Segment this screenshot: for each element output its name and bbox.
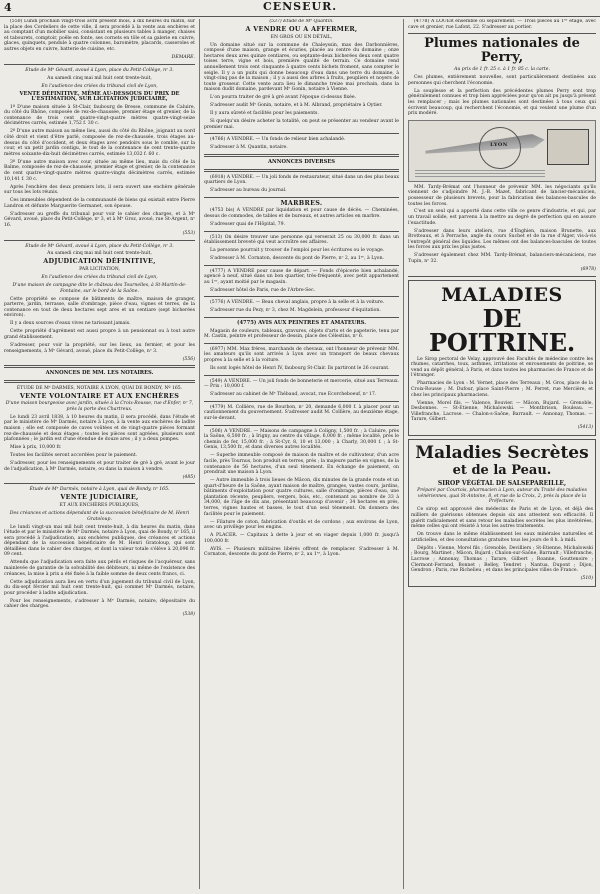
separator xyxy=(204,401,399,402)
separator xyxy=(408,276,596,277)
notice-text: S'adresser hôtel de Paris, rue de l'Arbre-Sec. xyxy=(210,287,316,293)
advert-text: S'adresser dans leurs ateliers, rue d'Enghien, maison Brunette, aux Brotteaux, et à Perrache, angle du cours Suchet et de la rue d'Alger, vis-à-vis l'entrepôt général des liquides. Les mêmes ont des balances-bascules de toutes les forces aux prix les plus justes. xyxy=(408,228,596,251)
advert-text: S'adresser également chez MM. Tardy-Brémat, balanciers-mécaniciens, rue Tupin, nᵒ 32. xyxy=(408,253,596,265)
advert-text: MM. Tardy-Brémat ont l'honneur de prévenir MM. les négociants qu'ils viennent de s'adjoindre M. J.-B. Mazet, fabricant de lancier-mécanicien, possesseur de plusieurs brevets, pour la fabrication des balances-bascules de toutes les forces. xyxy=(408,184,596,207)
notice-subtitle: ET AUX ENCHÈRES PUBLIQUES, xyxy=(59,502,140,508)
notice-date: Au samedi cinq mai mil huit cent trente-huit, xyxy=(47,251,152,257)
separator xyxy=(204,133,399,134)
separator xyxy=(204,231,399,232)
advert-title: MALADIES xyxy=(441,283,563,306)
advert-box-poitrine xyxy=(408,280,596,437)
notice-text: Un domaine situé sur la commune de Chaleyssin, mas des Darbonnières, composé d'une maison, grange et écuries, placée au centre du domaine ; onze hectares deux ares quinze centiares, ou septante-deux bicherées deux cent quatre toises terre, vigne et bois, première qualité de terrain. Ce domaine rend annuellement trois cent cinquante à quatre cents bichets froment, sans compter le seigle. Il y a un puits qui donne beaucoup d'eau dans une terre du domaine, à vingt-cinq pas de la maison ; il y a aussi des arbres à fruits, peupliers et noyers de toute grosseur. Cette vente aura lieu le dimanche treize mai prochain, dans la maison dudit domaine, pardevant Mᵉ Gonin, notaire à Vienne. xyxy=(204,42,399,93)
masthead: CENSEUR. xyxy=(262,0,338,13)
notice-text: (4766) A VENDRE. — Un fonds de relieur bien achalandé. xyxy=(210,137,346,143)
notice-subtitle: PAR LICITATION, xyxy=(79,267,120,273)
scale-engraving xyxy=(408,120,596,182)
separator xyxy=(408,33,596,34)
advert-title: Maladies Secrètes xyxy=(415,443,589,464)
advert-text: C'est un seul qui a apporté dans cette ville ce genre d'industrie, et qui, par un travail solide, est parvenu à la mettre au degré de perfection qui en assure l'exactitude. xyxy=(408,209,596,226)
notice-text: 2º D'une autre maison au même lieu, aussi du côté du Rhône, joignant au nord côté droit et vient d'être parlé, composée de rez-de-chaussée, trois étages au-dessus du côté d'occident, et deux étages avec pendoirs sous le comble, sur la cour, et un petit jardin contigu, le tout de la contenance de cent trente-quatre mètres soixante-dix-huit décimètres carrés, estimée 13,032 f. 60 c. xyxy=(4,129,195,157)
advert-text: Ces plumes, entièrement nouvelles, sont particulièrement destinées aux personnes qui cherchent l'économie. xyxy=(408,75,596,86)
advert-title: Plumes nationales de Perry, xyxy=(424,36,580,66)
page-header xyxy=(0,0,600,17)
notice-number: (485) xyxy=(182,474,195,480)
separator xyxy=(4,380,195,383)
separator xyxy=(204,169,399,172)
notice-subtitle: EN GROS OU EN DÉTAIL, xyxy=(270,34,333,40)
notice-text: (506) A VENDRE. — Maisons de campagne à Coligny, 1,500 fr. ; à Caluire, près la Saône, 6,500 fr. ; à Irigny, au centre du village, 6,000 fr. ; même localité, près le chemin de fer, 15,000 fr. ; à St-Cyr, 8, 10 et 13,000 ; à Charly, 30,000 f. ; à St-Genis, 13,500 fr., et dans diverses autres localités. xyxy=(204,428,399,451)
notice-text: A PLACER. — Capitaux à dette à jour et en viager depuis 1,000 fr. jusqu'à 100,000 fr. xyxy=(204,533,399,544)
separator xyxy=(204,343,399,344)
notice-title: VENTE JUDICIAIRE, xyxy=(60,493,139,502)
separator xyxy=(204,425,399,426)
separator xyxy=(204,197,399,198)
notice-text: (5776) A VENDRE. — Beau cheval anglais, propre à la selle et à la voiture. xyxy=(210,300,385,306)
notice-text: (549) A VENDRE. — Un joli fonds de bonneterie et mercerie, situé aux Terreaux. — Prix : 10,000 f. xyxy=(204,378,399,390)
advert-text: Ce sirop est approuvé des médecins de Paris et de Lyon, et déjà des milliers de guérisons obtenues depuis six ans attestent son efficacité. Il guérit radicalement et sans retour les maladies secrètes les plus invétérées, même celles qui ont résisté à tous les autres traitements. xyxy=(411,507,593,530)
separator xyxy=(204,375,399,376)
notice-title: VENTE DÉFINITIVE, MÊME AU-DESSOUS DU PRIX DE L'ESTIMATION, SUR LICITATION JUDICIAIRE, xyxy=(19,90,180,103)
notice-date: Au samedi cinq mai mil huit cent trente-huit, xyxy=(47,75,152,81)
notice-title: VENTE VOLONTAIRE ET AUX ENCHÈRES xyxy=(19,391,180,400)
notice-text: S'adresser au cabinet de Mᵉ Thébaud, avocat, rue Ecorcheboeuf, nᵒ 17. xyxy=(210,392,377,398)
engraving-lines xyxy=(415,176,545,177)
notice-text: — Filature de coton, fabrication d'outils et de cordons ; aux environs de Lyon, avec un privilège pour les engins. xyxy=(204,519,399,531)
notice-venue: D'une maison bourgeoise avec jardin, située à la Croix-Rousse, rue d'Enfer, nᵒ 7, près la porte des Chartreux. xyxy=(5,401,194,412)
notice-text: 3º D'une autre maison avec cour, située au même lieu, mais du côté de la Balme, composée de rez-de-chaussée, premier étage et grenier, de la contenance de cent quatre-vingt-quatre mètres quatre-vingts décimètres carrés, estimée 10,141 f. 30 c. xyxy=(4,159,195,182)
advert-text: Le Sirop pectoral de Velay, approuvé des Facultés de médecine contre les rhumes, catarrhes, toux, asthmes, irritations et enrouements de poitrine, se vend au dépôt général, à Paris, et dans toutes les pharmacies de France et de l'étranger. xyxy=(411,356,593,379)
notice-title: ADJUDICATION DÉFINITIVE, xyxy=(43,257,156,266)
advert-list: Vienne, Morel fils. — Valence, Bouvier. — Mâcon, Bujard. — Grenoble, Desbonnes. — St-Etienne, Michalowski. — Montbrison, Bouleau. — Villefranche, Lacrose. — Chalon-s-Saône, Barrault. — Annonay, Thomas. — Tarare, Gilbert. xyxy=(411,400,593,423)
advert-box-maladies xyxy=(408,439,596,587)
notice-text: La personne pourrait y trouver de l'emploi pour les écritures ou le voyage. xyxy=(210,248,385,254)
advert-text: Dépôts : Vienne, Morel fils ; Grenoble, Devilliers ; St-Etienne, Michalowski ; Bourg, Martinet ; Mâcon, Bujard ; Chalon-sur-Saône, Barrault ; Villefranche, Lacrose ; Annonay, Thomas ; Tarare, Gilbert ; Roanne, Gouttenoire ; Clermont-Ferrand, Bonnet ; Belley, Tendret ; Nantua, Dupont ; Dijon, Gendron ; Paris, rue Richelieu ; et dans les principales villes de France. xyxy=(411,545,593,574)
balance-scale-icon xyxy=(547,129,589,165)
advert-subtitle: Au prix de 1 fr. 25 c. à 1 fr. 85 c. la carte. xyxy=(454,67,550,73)
notice-text: AVIS. — Plusieurs militaires libérés offrent de remplacer. S'adresser à M. Cornaton, descente du pont de Pierre, nᵒ 2, au 1ᵉʳ, à Lyon. xyxy=(204,546,399,558)
etude-heading: (537) Etude de Mᵉ Quantin. xyxy=(269,19,334,24)
separator xyxy=(204,154,399,157)
notice-number: (553) xyxy=(182,230,195,236)
notice-title: (4775) AVIS AUX PEINTRES ET AMATEURS. xyxy=(236,320,367,327)
advert-title: et de la Peau. xyxy=(452,463,552,479)
advert-number: (6978) xyxy=(580,267,596,272)
notice-venue: D'une maison de campagne dite le château des Tournelles, à St-Martin-de-Fontaine, sur le bord de la Saône. xyxy=(12,283,187,294)
notice-text: (4753 bis) A VENDRE par liquidation et pour cause de décès. — Cheminées, dessus de commodes, de tables et de bureaux, et autres articles en marbre. xyxy=(204,208,399,219)
advert-text: Préparé par Courtois, pharmacien à Lyon, auteur du Traité des maladies vénériennes, quai St-Antoine, 8, et rue de la Croix, 2, près la place de la Préfecture. xyxy=(417,488,587,505)
notice-text: S'adresser quai de l'Hôpital, 79. xyxy=(210,221,285,227)
notice-text: (6918) A VENDRE. — Un joli fonds de restaurateur, situé dans un des plus beaux quartiers de Lyon. xyxy=(204,174,399,186)
notice-venue: En l'audience des criées du tribunal civil de Lyon, xyxy=(41,83,158,89)
notice-text: Si quelqu'un désire acheter la totalité, on peut se présenter au vendeur avant le premier mai. xyxy=(204,119,399,130)
notice-text: Après l'enchère des deux premiers lots, il sera ouvert une enchère générale sur tous les lots réunis. xyxy=(4,184,195,196)
separator xyxy=(204,317,399,318)
notice-text: Magasin de couleurs, tableaux, gravures, objets d'arts et de papeterie, tenu par M. Castin, peintre et professeur de dessin, place des Célestins, nᵒ 6. xyxy=(204,328,399,340)
notice-text: — Autre immeuble à trois lieues de Mâcon, dix minutes de la grande route et un quart-d'heure de la Saône, ayant maison de maître, granges, vastes cours, jardins, bâtiments d'exploitation pour quatre cultures, salle d'ombrage, pièces d'eau, une plantation récente, peupliers, vergers, bois, etc., contenant au nombre de 33 à 34,000, de l'âge de dix ans, présentant beaucoup d'avenir ; 34 hectares en prés, terres, vignes hautes et basses, le tout d'un seul tènement. On donnera des facilités pour le paiement. xyxy=(204,478,399,517)
notice-text: Le lundi vingt-un mai mil huit cent trente-huit, à dix heures du matin, dans l'étude et par le ministère de Mᵉ Darmés, notaire à Lyon, quai de Bondy, nᵒ 165, il sera procédé à l'adjudication, aux enchères publiques, des créances et actions dépendant de la succession bénéficiaire de M. Henri Gratoloup, qui sont détaillées dans le cahier des charges, et dont la valeur totale s'élève à 20,096 fr. 09 cent. xyxy=(4,524,195,558)
notice-text: 1º D'une maison située à St-Clair, faubourg de Bresse, commune de Caluire, du côté du Rhône, composée de rez-de-chaussée, premier étage et grenier, de la contenance de trois cent quatre-vingt-quatre mètres quatre-vingt-seize décimètres carrés, estimée 1,752 f. 30 c. xyxy=(4,104,195,127)
advert-title: DE POITRINE. xyxy=(429,303,575,357)
advert-subtitle: SIROP VÉGÉTAL DE SALSEPAREILLE, xyxy=(437,480,567,488)
column-2 xyxy=(204,19,399,889)
advert-number: (5413) xyxy=(577,425,593,431)
notice-text: Cette propriété d'agrément est aussi propre à un pensionnat ou à tout autre grand établissement. xyxy=(4,329,195,340)
separator xyxy=(204,265,399,266)
advert-text: On trouve dans le même établissement les eaux minérales naturelles et artificielles, et des consultations gratuites tous les jours de 8 h. à midi. xyxy=(411,532,593,543)
notice-text: S'adresser, pour voir la propriété, sur les lieux, au fermier, et pour les renseignements, à Mᵉ Gévard, avoué, place du Petit-Collège, nᵒ 3. xyxy=(4,342,195,354)
notice-text: S'adresser au bureau du journal. xyxy=(210,188,287,194)
notice-text: (513) On désire trouver une personne qui verserait 25 ou 30,000 fr. dans un établissement breveté qui veut accroître ses affaires. xyxy=(204,234,399,246)
notice-text: Il y aura sûreté et facilités pour les paiements. xyxy=(210,111,319,117)
notice-text: Mise à prix, 10,000 fr. xyxy=(10,445,62,451)
etude-heading: ÉTUDE DE Mᵉ DARMÉS, NOTAIRE À LYON, QUAI DE BONDY, Nº 165. xyxy=(16,385,183,391)
notice-signature: DEMARE. xyxy=(171,54,195,60)
notice-text: Cette propriété se compose de bâtiments de maître, maison de granger, parterre, jardin, terrasse, salle d'ombrage, pièce d'eau, vignes et terres, de la contenance en tout de deux hectares sept ares et un centiare (sept bicherées environ). xyxy=(4,296,195,319)
notice-text: Pour les renseignements, s'adresser à Mᵉ Darmés, notaire, dépositaire du cahier des charges. xyxy=(4,598,195,610)
separator xyxy=(4,240,195,241)
separator xyxy=(4,483,195,484)
notice-text: (4777) A VENDRE pour cause de départ. — Fonds d'épicerie bien achalandé, agencé à neuf, situé dans un bon quartier, très-fréquenté, avec petit appartement au 1ᵉʳ, ayant moitié par le magasin. xyxy=(204,268,399,285)
column-rule xyxy=(403,19,404,889)
advert-text: Pharmacies de Lyon : M. Vernet, place des Terreaux ; M. Gros, place de la Croix-Rousse ; M. Dufour, place Saint-Pierre ; M. Perret, rue Mercière, et chez les principaux pharmaciens. xyxy=(411,381,593,398)
notice-text: (4778) A LOUER ensemble ou séparément. — Trois pièces au 1ᵉʳ étage, avec cave et grenier, rue Lafont, 22. S'adresser au portier. xyxy=(408,19,596,30)
notice-text: Ils sont logés hôtel de Henri IV, faubourg St-Clair. Ils partiront le 26 courant. xyxy=(210,366,390,371)
notice-venue: Des créances et actions dépendant de la succession bénéficiaire de M. Henri Gratoloup. xyxy=(9,510,190,522)
notice-text: Attendu que l'adjudication sera faite aux périls et risques de l'acquéreur, sans mainlevée de garantie de la solvabilité des débiteurs, ni même de l'existence des créances, la mise à prix a été fixée à la faible somme de deux cents francs, ci. xyxy=(4,560,195,577)
notice-text: S'adresser à M. Quantin, notaire. xyxy=(210,145,288,151)
separator xyxy=(4,365,195,368)
notice-text: S'adresser, pour les renseignements et pour traiter de gré à gré, avant le jour de l'adjudication, à Mᵉ Darmés, notaire, ou dans la maison à vendre. xyxy=(4,461,195,472)
notice-text: L'on pourra traiter de gré à gré avant l'époque ci-dessus fixée. xyxy=(210,95,357,101)
column-rule xyxy=(199,19,200,889)
section-heading: ANNONCES DIVERSES xyxy=(267,159,336,166)
column-3 xyxy=(408,19,596,889)
notice-text: Toutes les facilités seront accordées pour le paiement. xyxy=(10,453,138,459)
notice-text: (6977) MM. Max frères, marchands de chevaux, ont l'honneur de prévenir MM. les amateurs qu'ils sont arrivés à Lyon avec un transport de beaux chevaux propres à la selle et à la voiture. xyxy=(204,346,399,364)
notice-title: A VENDRE OU A AFFERMER, xyxy=(245,24,358,33)
notice-text: S'adresser audit Mᵉ Gonin, notaire, et à M. Albrand, propriétaire à Oytier. xyxy=(210,103,383,109)
notice-text: Il y a deux sources d'eaux vives ne tarissant jamais. xyxy=(10,321,131,327)
notice-text: S'adresser à M. Cornaton, descente du pont de Pierre, nᵒ 2, au 1ᵉʳ, à Lyon. xyxy=(210,256,384,262)
etude-heading: Etude de Mᵉ Gévard, avoué à Lyon, place du Petit-Collège, nᵒ 3. xyxy=(25,67,174,73)
stamp-label: LYON xyxy=(490,141,508,148)
notice-title: MARBRES. xyxy=(280,198,323,207)
etude-heading: Étude de Mᵉ Darmés, notaire à Lyon, quai de Bondy, nᵒ 165. xyxy=(29,487,170,493)
page-number: 4 xyxy=(4,1,12,14)
notice-text: — Superbe immeuble composé de maison de maître et de cultivateur, d'un acre facile, près Tournus, bon produit en terres, prés ; la majeure partie en vignes, de la contenance de 56 hectares, d'un seul tènement. En échange de paiement, on prendrait une maison à Lyon. xyxy=(204,453,399,476)
etude-heading: Etude de Mᵉ Gévard, avoué à Lyon, place du Petit-Collège, nᵒ 3. xyxy=(25,243,174,249)
advert-number: (510) xyxy=(580,576,593,582)
notice-text: Le lundi 23 avril 1838, à 10 heures du matin, il sera procédé, dans l'étude et par le ministère de Mᵉ Darmés, notaire à Lyon, à la vente aux enchères de ladite maison ; elle est composée de caves voûtées et de vingt-quatre pièces formant rez-de-chaussée et deux étages ; toutes les pièces sont agréées, plusieurs sont plafonnées ; le jardin est d'une étendue de douze ares ; il y a deux pompes. xyxy=(4,414,195,443)
notice-text: (4779) M. Collière, rue de Bourbon, nᵒ 20, demande 6,000 f. à placer pour un cautionnement du gouvernement. S'adresser audit M. Collière, au deuxième étage, sur-le-devant. xyxy=(204,404,399,421)
column-1 xyxy=(4,19,195,889)
notice-number: (538) xyxy=(182,612,195,618)
advert-text: La souplesse et la perfection des précédentes plumes Perry sont trop généralement connues et trop bien appréciées pour qu'on ait pu jusqu'à présent les remplacer ; mais les plumes nationales sont destinées à tous ceux qui écrivent beaucoup, qui recherchent l'économie, et qui veulent une plume d'un prix modéré. xyxy=(408,88,596,117)
separator xyxy=(204,296,399,297)
notice-text: Cette adjudication aura lieu en vertu d'un jugement du tribunal civil de Lyon, du dix-sept février mil huit cent trente-huit, qui commet Mᵉ Darmés, notaire, pour procéder à ladite adjudication. xyxy=(4,579,195,596)
section-heading: ANNONCES DE MM. LES NOTAIRES. xyxy=(45,370,154,377)
notice-text: S'adresser au greffe du tribunal pour voir le cahier des charges, et à Mᵉ Gévard, avoué, place du Petit-Collège, nᵒ 3, et à Mᵉ Groz, avoué, rue St-Argent, nᵒ 16. xyxy=(4,211,195,228)
notice-number: (556) xyxy=(182,356,195,362)
notice-text: (550) Lundi prochain vingt-trois avril présent mois, à dix heures du matin, sur la place des Cordeliers de cette ville, il sera procédé à la vente aux enchères et au comptant d'un mobilier saisi, consistant en plusieurs tables à manger, chaises et tabourets, comptoir, poêle en fonte, ses cornets en tôle et sa galerie en cuivre, glaces, quinquets, pendule à quatre colonnes, baromètre, placards, casseroles et autres objets en cuivre, batterie de cuisine, etc. xyxy=(4,19,195,52)
notice-venue: En l'audience des criées du tribunal civil de Lyon, xyxy=(41,275,158,281)
notice-text: Ces immeubles dépendent de la communauté de biens qui existait entre Pierre Landron et défunte Marguerite Germanet, son épouse. xyxy=(4,198,195,209)
separator xyxy=(4,64,195,65)
notice-text: S'adresser rue du Pezy, nᵒ 3, chez M. Magdelein, professeur d'équitation. xyxy=(210,308,381,314)
